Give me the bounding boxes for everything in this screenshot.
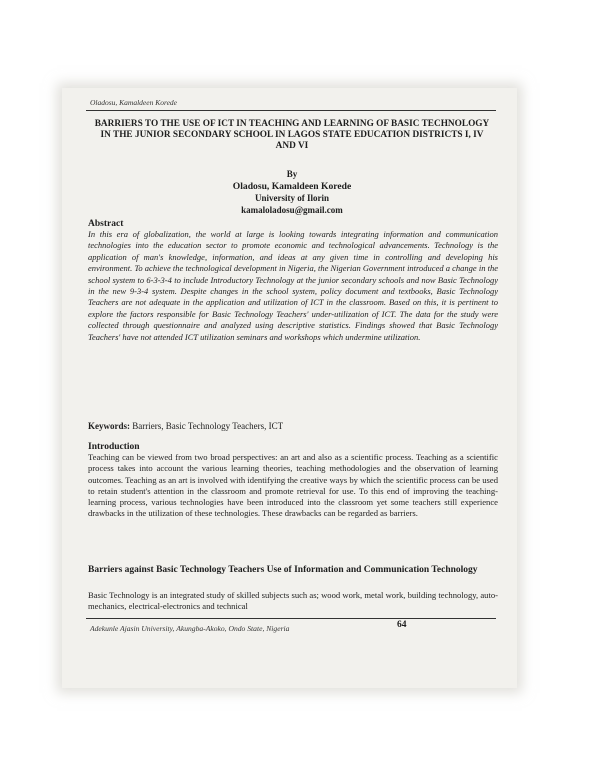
paper-page [62,88,517,688]
keywords-text: Barriers, Basic Technology Teachers, ICT [132,421,284,431]
keywords-label: Keywords: [88,421,130,431]
byline: By [286,169,298,179]
introduction-body: Teaching can be viewed from two broad perspectives: an art and also as a scientific process. Teaching as a scientific process takes into account the various learning theories, teaching methodologies and the observation of learning outcomes. Teaching as an art is involved with identifying the creative ways by which the scientific process can be used to retain student's attention in the classroom and promote retrieval for use. To this end of improving the teaching-learning process, various technologies have been introduced into the classroom yet some teachers still experience drawbacks in the utilization of these technologies. These drawbacks can be regarded as barriers. [88,452,498,519]
paper-title: BARRIERS TO THE USE OF ICT IN TEACHING AND LEARNING OF BASIC TECHNOLOGY IN THE JUNIOR SECONDARY SCHOOL IN LAGOS STATE EDUCATION DISTRICTS I, IV AND VI [94,119,490,151]
footer-rule [86,618,496,619]
abstract-body: In this era of globalization, the world at large is looking towards integrating information and communication technologies into the education sector to promote economic and technological advancements. Technology is the application of man's knowledge, information, and ideas at any given time in controlling and developing his environment. To achieve the technological development in Nigeria, the Nigerian Government introduced a change in the school system to 6-3-3-4 to include Introductory Technology at the junior secondary schools and now Basic Technology in the new 9-3-4 system. Despite changes in the school system, policy document and textbooks, Basic Technology Teachers are not adequate in the application and utilization of ICT in the classroom. Based on this, it is pertinent to explore the factors responsible for Basic Technology Teachers' under-utilization of ICT. The data for the study were collected through questionnaire and analyzed using descriptive statistics. Findings showed that Basic Technology Teachers' have not attended ICT utilization seminars and workshops which undermine utilization. [88,229,498,342]
author-email: kamaloladosu@gmail.com [241,205,343,215]
running-head: Oladosu, Kamaldeen Korede [90,98,178,107]
section-body: Basic Technology is an integrated study of skilled subjects such as; wood work, metal work, building technology, auto-mechanics, electrical-electronics and technical [88,590,498,612]
keywords [88,421,498,431]
author-name: Oladosu, Kamaldeen Korede [232,181,352,192]
introduction-heading: Introduction [88,442,140,452]
footer-institution: Adekunle Ajasin University, Akungba-Akoko, Ondo State, Nigeria [90,624,290,633]
author-affiliation: University of Ilorin [255,193,329,203]
abstract-heading: Abstract [88,219,124,229]
page-number: 64 [397,620,407,630]
section-heading: Barriers against Basic Technology Teachers Use of Information and Communication Technology [88,565,478,575]
header-rule [86,110,496,111]
